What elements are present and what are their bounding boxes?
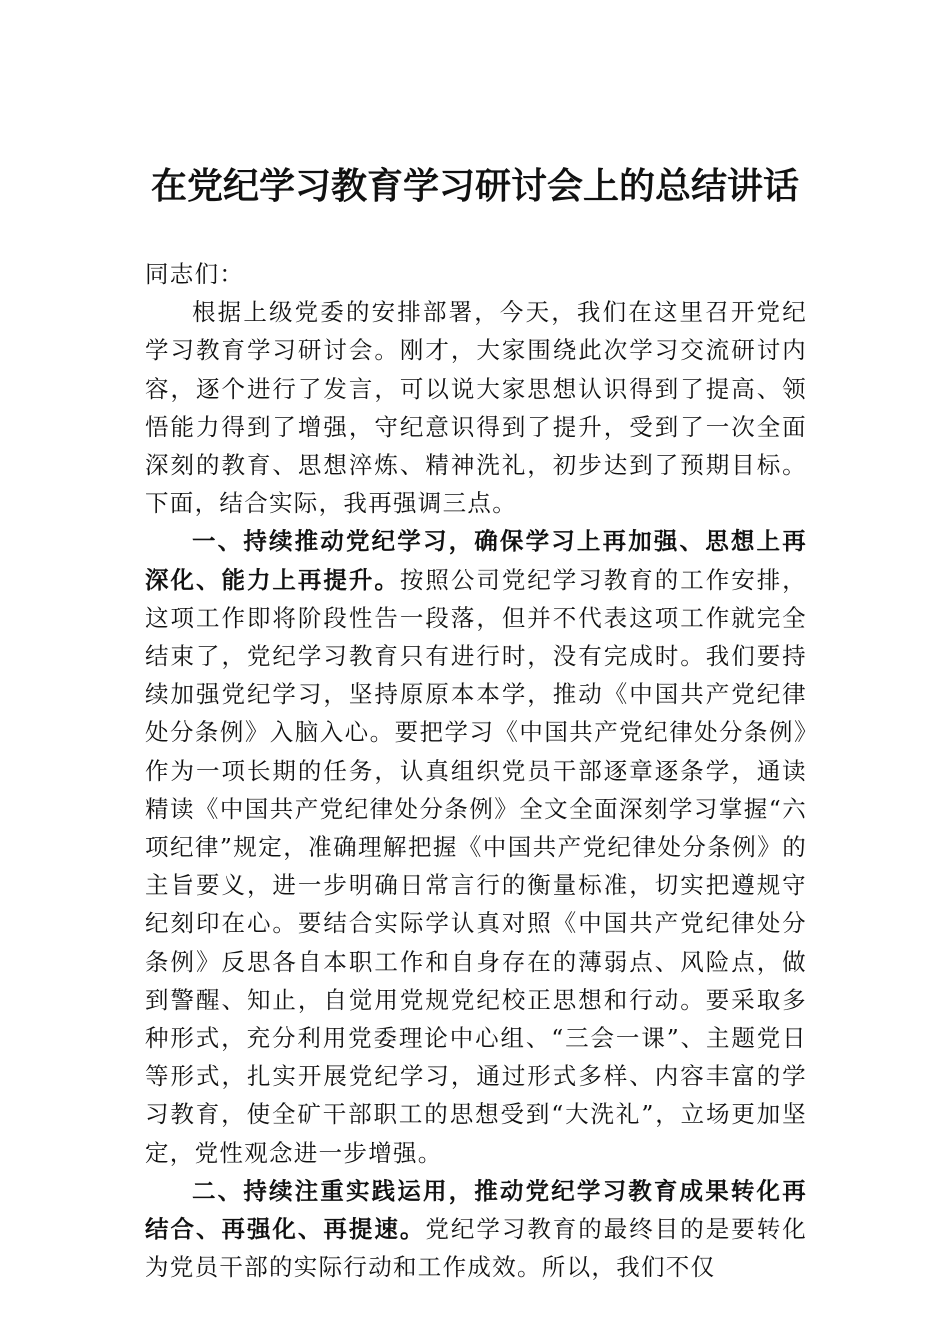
paragraph-lead: 二、持续注重实践运用，推动党纪学习教育成果转化再结合、再强化、再提速。 (145, 1176, 807, 1244)
document-body (145, 255, 807, 1286)
paragraph-lead: 一、持续推动党纪学习，确保学习上再加强、思想上再深化、能力上再提升。 (145, 527, 807, 594)
paragraph-point-two (145, 1172, 807, 1287)
paragraph-intro (145, 293, 807, 522)
paragraph-text: 根据上级党委的安排部署，今天，我们在这里召开党纪学习教育学习研讨会。刚才，大家围绕此次学习交流研讨内容，逐个进行了发言，可以说大家思想认识得到了提高、领悟能力得到了增强，守纪意识得到了提升，受到了一次全面深刻的教育、思想淬炼、精神洗礼，初步达到了预期目标。下面，结合实际，我再强调三点。 (145, 298, 807, 518)
salutation: 同志们： (145, 260, 245, 288)
paragraph-text: 按照公司党纪学习教育的工作安排，这项工作即将阶段性告一段落，但并不代表这项工作就完全结束了，党纪学习教育只有进行时，没有完成时。我们要持续加强党纪学习，坚持原原本本学，推动《中国共产党纪律处分条例》入脑入心。要把学习《中国共产党纪律处分条例》作为一项长期的任务，认真组织党员干部逐章逐条学，通读精读《中国共产党纪律处分条例》全文全面深刻学习掌握“六项纪律”规定，准确理解把握《中国共产党纪律处分条例》的主旨要义，进一步明确日常言行的衡量标准，切实把遵规守纪刻印在心。要结合实际学认真对照《中国共产党纪律处分条例》反思各自本职工作和自身存在的薄弱点、风险点，做到警醒、知止，自觉用党规党纪校正思想和行动。要采取多种形式，充分利用党委理论中心组、“三会一课”、主题党日等形式，扎实开展党纪学习，通过形式多样、内容丰富的学习教育，使全矿干部职工的思想受到“大洗礼”，立场更加坚定，党性观念进一步增强。 (145, 565, 807, 1167)
document-title: 在党纪学习教育学习研讨会上的总结讲话 (150, 165, 799, 207)
paragraph-text: 党纪学习教育的最终目的是要转化为党员干部的实际行动和工作成效。所以，我们不仅 (145, 1215, 807, 1282)
paragraph-point-one (145, 522, 807, 1171)
